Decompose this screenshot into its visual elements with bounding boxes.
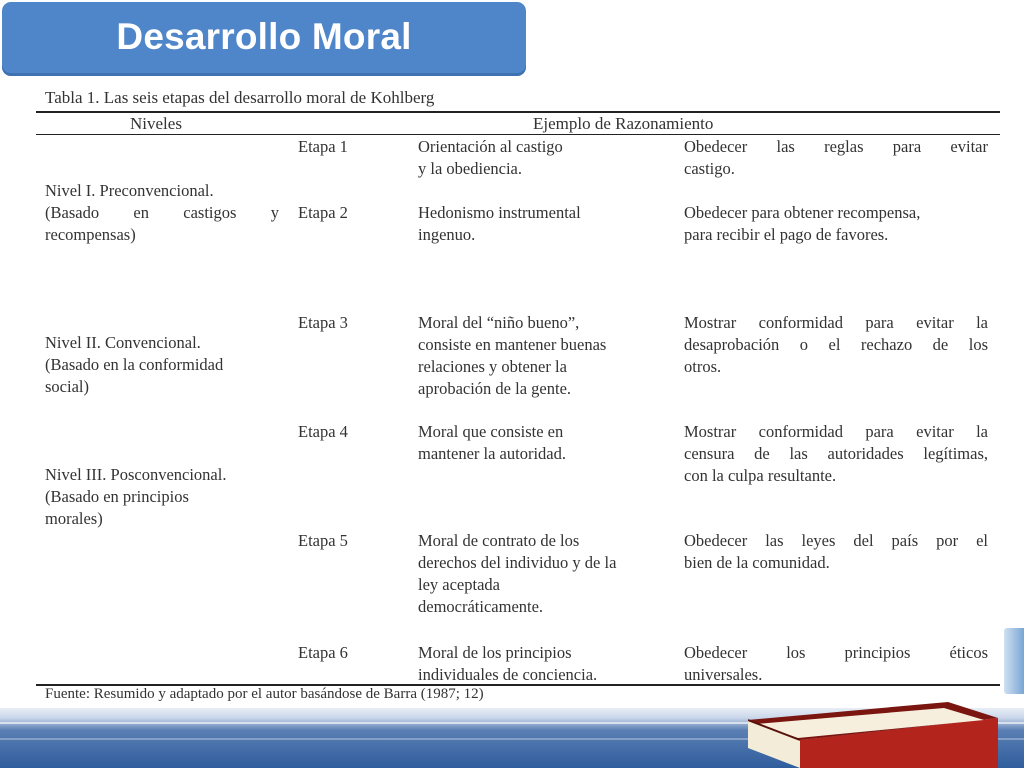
orientation-line: derechos del individuo y de la — [418, 553, 617, 572]
orientation-line: Orientación al castigo — [418, 137, 563, 156]
stage-2-example — [684, 202, 988, 246]
stage-5-orientation — [418, 530, 663, 618]
level-line: recompensas) — [45, 225, 136, 244]
orientation-line: ley aceptada — [418, 575, 500, 594]
level-cell-1 — [45, 180, 279, 246]
level-line: (Basado en castigos y — [45, 203, 279, 222]
example-line: Obedecer los principios éticos — [684, 643, 988, 662]
level-line: morales) — [45, 509, 103, 528]
example-line: universales. — [684, 665, 763, 684]
level-line: social) — [45, 377, 89, 396]
level-cell-2 — [45, 332, 279, 398]
orientation-line: Moral de contrato de los — [418, 531, 580, 550]
example-line: con la culpa resultante. — [684, 466, 837, 485]
stage-3-name: Etapa 3 — [298, 313, 348, 332]
table-header-rule — [36, 134, 1000, 135]
stage-5-example — [684, 530, 988, 574]
stage-6-name: Etapa 6 — [298, 643, 348, 662]
stage-6-orientation — [418, 642, 663, 686]
stage-6-example — [684, 642, 988, 686]
level-line: Nivel I. Preconvencional. — [45, 181, 214, 200]
level-line: (Basado en la conformidad — [45, 355, 224, 374]
stage-1-orientation — [418, 136, 663, 180]
level-line: Nivel II. Convencional. — [45, 333, 201, 352]
level-cell-3 — [45, 464, 279, 530]
orientation-line: aprobación de la gente. — [418, 379, 572, 398]
book-icon — [748, 700, 998, 768]
example-line: bien de la comunidad. — [684, 553, 830, 572]
stage-3-example — [684, 312, 988, 378]
example-line: Mostrar conformidad para evitar la — [684, 313, 988, 332]
stage-4-name: Etapa 4 — [298, 422, 348, 441]
table-source-note: Fuente: Resumido y adaptado por el autor basándose de Barra (1987; 12) — [45, 686, 484, 702]
example-line: desaprobación o el rechazo de los — [684, 335, 988, 354]
example-line: Obedecer para obtener recompensa, — [684, 203, 921, 222]
orientation-line: individuales de conciencia. — [418, 665, 598, 684]
orientation-line: Moral del “niño bueno”, — [418, 313, 580, 332]
example-line: para recibir el pago de favores. — [684, 225, 889, 244]
example-line: Obedecer las leyes del país por el — [684, 531, 988, 550]
orientation-line: Moral que consiste en — [418, 422, 564, 441]
example-line: censura de las autoridades legítimas, — [684, 444, 988, 463]
stage-2-orientation — [418, 202, 663, 246]
orientation-line: consiste en mantener buenas — [418, 335, 607, 354]
stage-3-orientation — [418, 312, 663, 400]
orientation-line: democráticamente. — [418, 597, 544, 616]
example-line: otros. — [684, 357, 722, 376]
example-line: Mostrar conformidad para evitar la — [684, 422, 988, 441]
stage-4-example — [684, 421, 988, 487]
level-line: (Basado en principios — [45, 487, 189, 506]
orientation-line: mantener la autoridad. — [418, 444, 566, 463]
stage-1-example — [684, 136, 988, 180]
orientation-line: Hedonismo instrumental — [418, 203, 581, 222]
stage-4-orientation — [418, 421, 663, 465]
table-caption: Tabla 1. Las seis etapas del desarrollo moral de Kohlberg — [45, 88, 435, 107]
slide-title: Desarrollo Moral — [116, 16, 412, 57]
title-banner — [2, 2, 526, 76]
header-reasoning: Ejemplo de Razonamiento — [533, 114, 714, 133]
orientation-line: relaciones y obtener la — [418, 357, 567, 376]
decorative-side-tab — [1004, 628, 1024, 694]
stage-2-name: Etapa 2 — [298, 203, 348, 222]
example-line: castigo. — [684, 159, 735, 178]
orientation-line: y la obediencia. — [418, 159, 522, 178]
orientation-line: Moral de los principios — [418, 643, 572, 662]
orientation-line: ingenuo. — [418, 225, 476, 244]
table-top-rule — [36, 111, 1000, 113]
stage-1-name: Etapa 1 — [298, 137, 348, 156]
level-line: Nivel III. Posconvencional. — [45, 465, 227, 484]
stage-5-name: Etapa 5 — [298, 531, 348, 550]
example-line: Obedecer las reglas para evitar — [684, 137, 988, 156]
header-levels: Niveles — [130, 114, 182, 133]
